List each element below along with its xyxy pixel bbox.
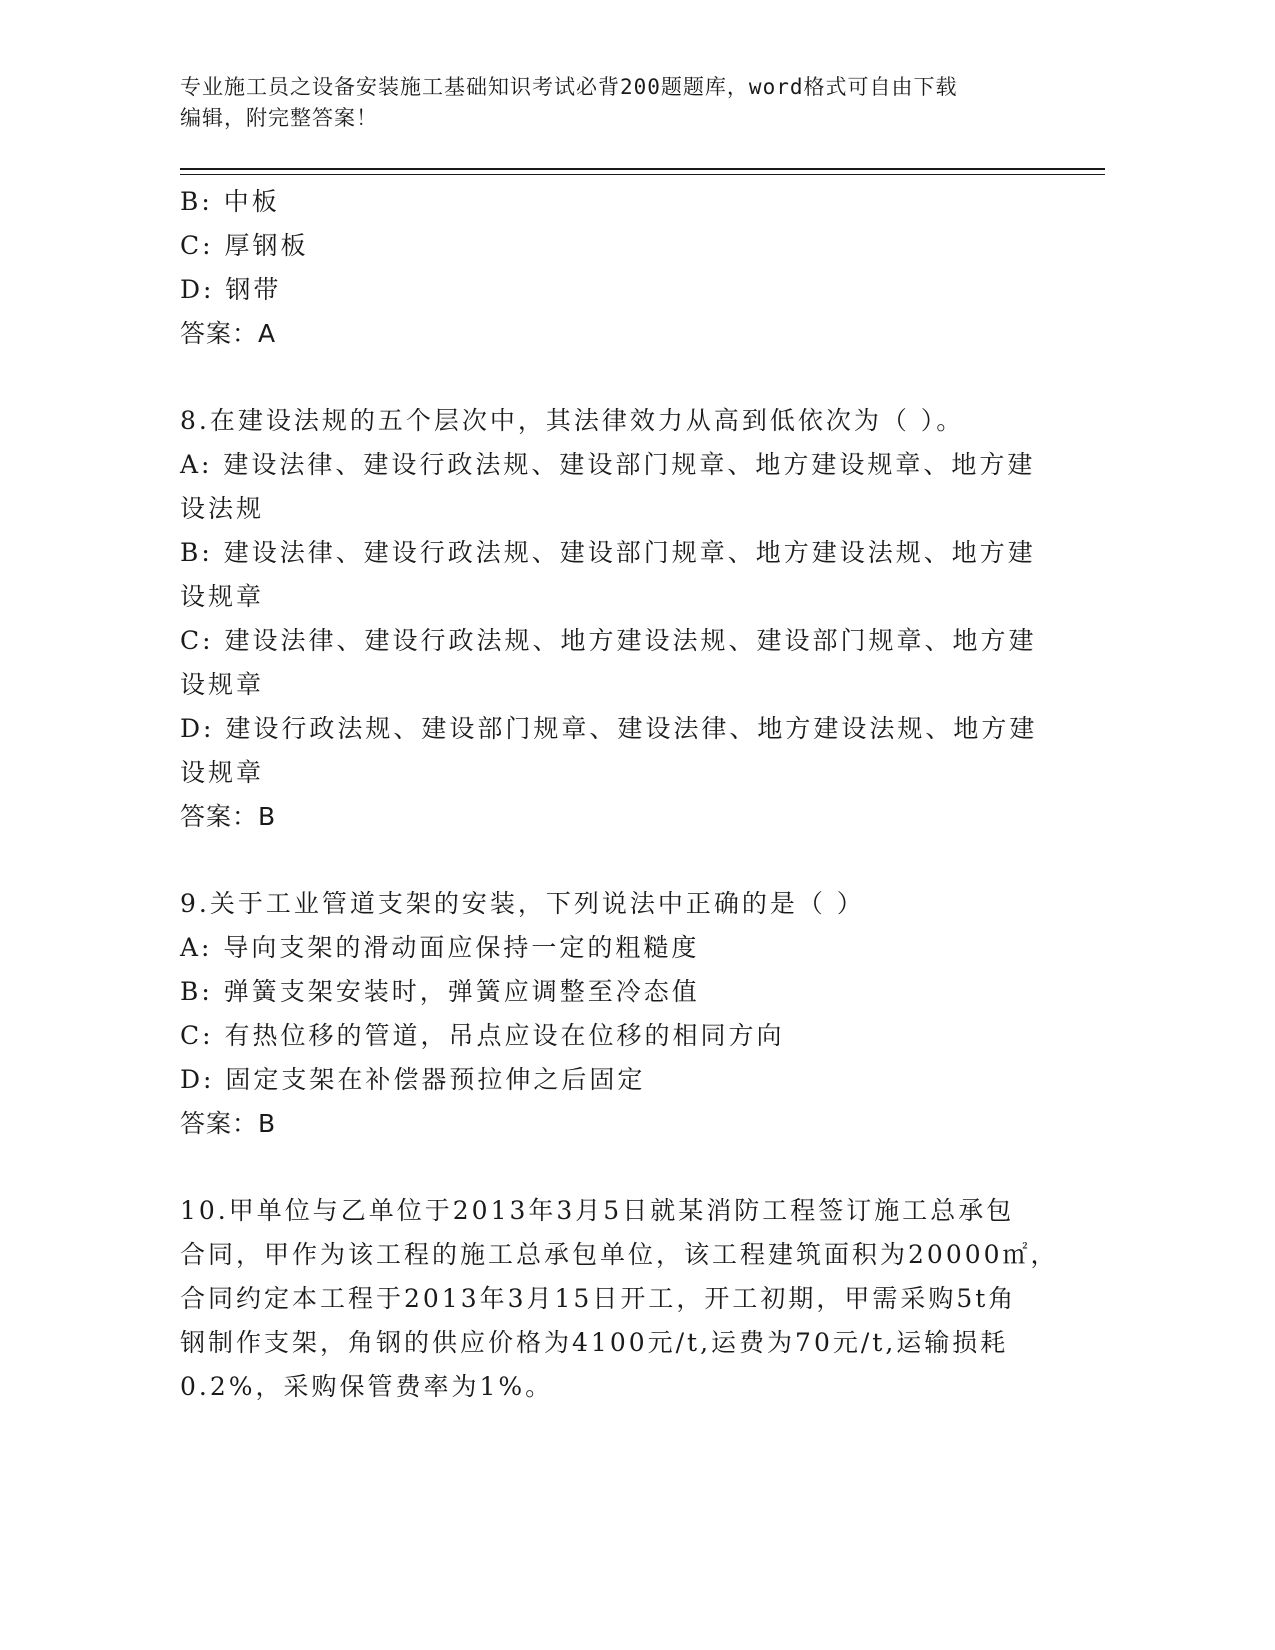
- q10-line-5: 0.2%，采购保管费率为1%。: [180, 1372, 554, 1401]
- q8-option-b-line-1: B: 建设法律、建设行政法规、建设部门规章、地方建设法规、地方建: [180, 538, 1036, 567]
- q9-option-d: D: 固定支架在补偿器预拉伸之后固定: [180, 1065, 646, 1094]
- q8-answer: 答案：B: [180, 802, 277, 831]
- q8-stem: 8.在建设法规的五个层次中，其法律效力从高到低依次为（ ）。: [180, 406, 965, 435]
- q9-stem: 9.关于工业管道支架的安装，下列说法中正确的是（ ）: [180, 889, 865, 918]
- q10-line-3: 合同约定本工程于2013年3月15日开工，开工初期，甲需采购5t角: [180, 1284, 1017, 1313]
- q8-option-c-line-1: C: 建设法律、建设行政法规、地方建设法规、建设部门规章、地方建: [180, 626, 1037, 655]
- q8-option-d-line-1: D: 建设行政法规、建设部门规章、建设法律、地方建设法规、地方建: [180, 714, 1038, 743]
- q8-option-a-line-1: A: 建设法律、建设行政法规、建设部门规章、地方建设规章、地方建: [180, 450, 1036, 479]
- header-title-line-2: 编辑，附完整答案！: [180, 106, 378, 130]
- spacer: [180, 356, 1040, 399]
- question-8: [180, 399, 1040, 839]
- header-title-line-1: 专业施工员之设备安装施工基础知识考试必背200题题库，word格式可自由下载: [180, 75, 958, 99]
- q8-option-a-line-2: 设法规: [180, 494, 265, 523]
- header-divider-thin: [180, 174, 1105, 175]
- q8-option-c-line-2: 设规章: [180, 670, 265, 699]
- document-header: [180, 72, 1060, 134]
- q10-line-4: 钢制作支架，角钢的供应价格为4100元/t,运费为70元/t,运输损耗: [180, 1328, 1009, 1357]
- q9-answer: 答案：B: [180, 1109, 277, 1138]
- q9-option-c: C: 有热位移的管道，吊点应设在位移的相同方向: [180, 1021, 785, 1050]
- header-divider-thick: [180, 168, 1105, 170]
- q7-option-b: B: 中板: [180, 187, 280, 216]
- q8-option-d-line-2: 设规章: [180, 758, 265, 787]
- q10-line-2: 合同，甲作为该工程的施工总承包单位，该工程建筑面积为20000㎡，: [180, 1240, 1059, 1269]
- q10-line-1: 10.甲单位与乙单位于2013年3月5日就某消防工程签订施工总承包: [180, 1196, 1015, 1225]
- q7-option-c: C: 厚钢板: [180, 231, 309, 260]
- question-7-tail: [180, 180, 1040, 356]
- question-9: [180, 882, 1040, 1146]
- q7-option-d: D: 钢带: [180, 275, 282, 304]
- document-body: [180, 180, 1059, 1409]
- q8-option-b-line-2: 设规章: [180, 582, 265, 611]
- q9-option-a: A: 导向支架的滑动面应保持一定的粗糙度: [180, 933, 700, 962]
- spacer: [180, 1146, 1040, 1189]
- q7-answer: 答案：A: [180, 319, 277, 348]
- q9-option-b: B: 弹簧支架安装时，弹簧应调整至冷态值: [180, 977, 700, 1006]
- spacer: [180, 839, 1040, 882]
- question-10: [180, 1189, 1059, 1409]
